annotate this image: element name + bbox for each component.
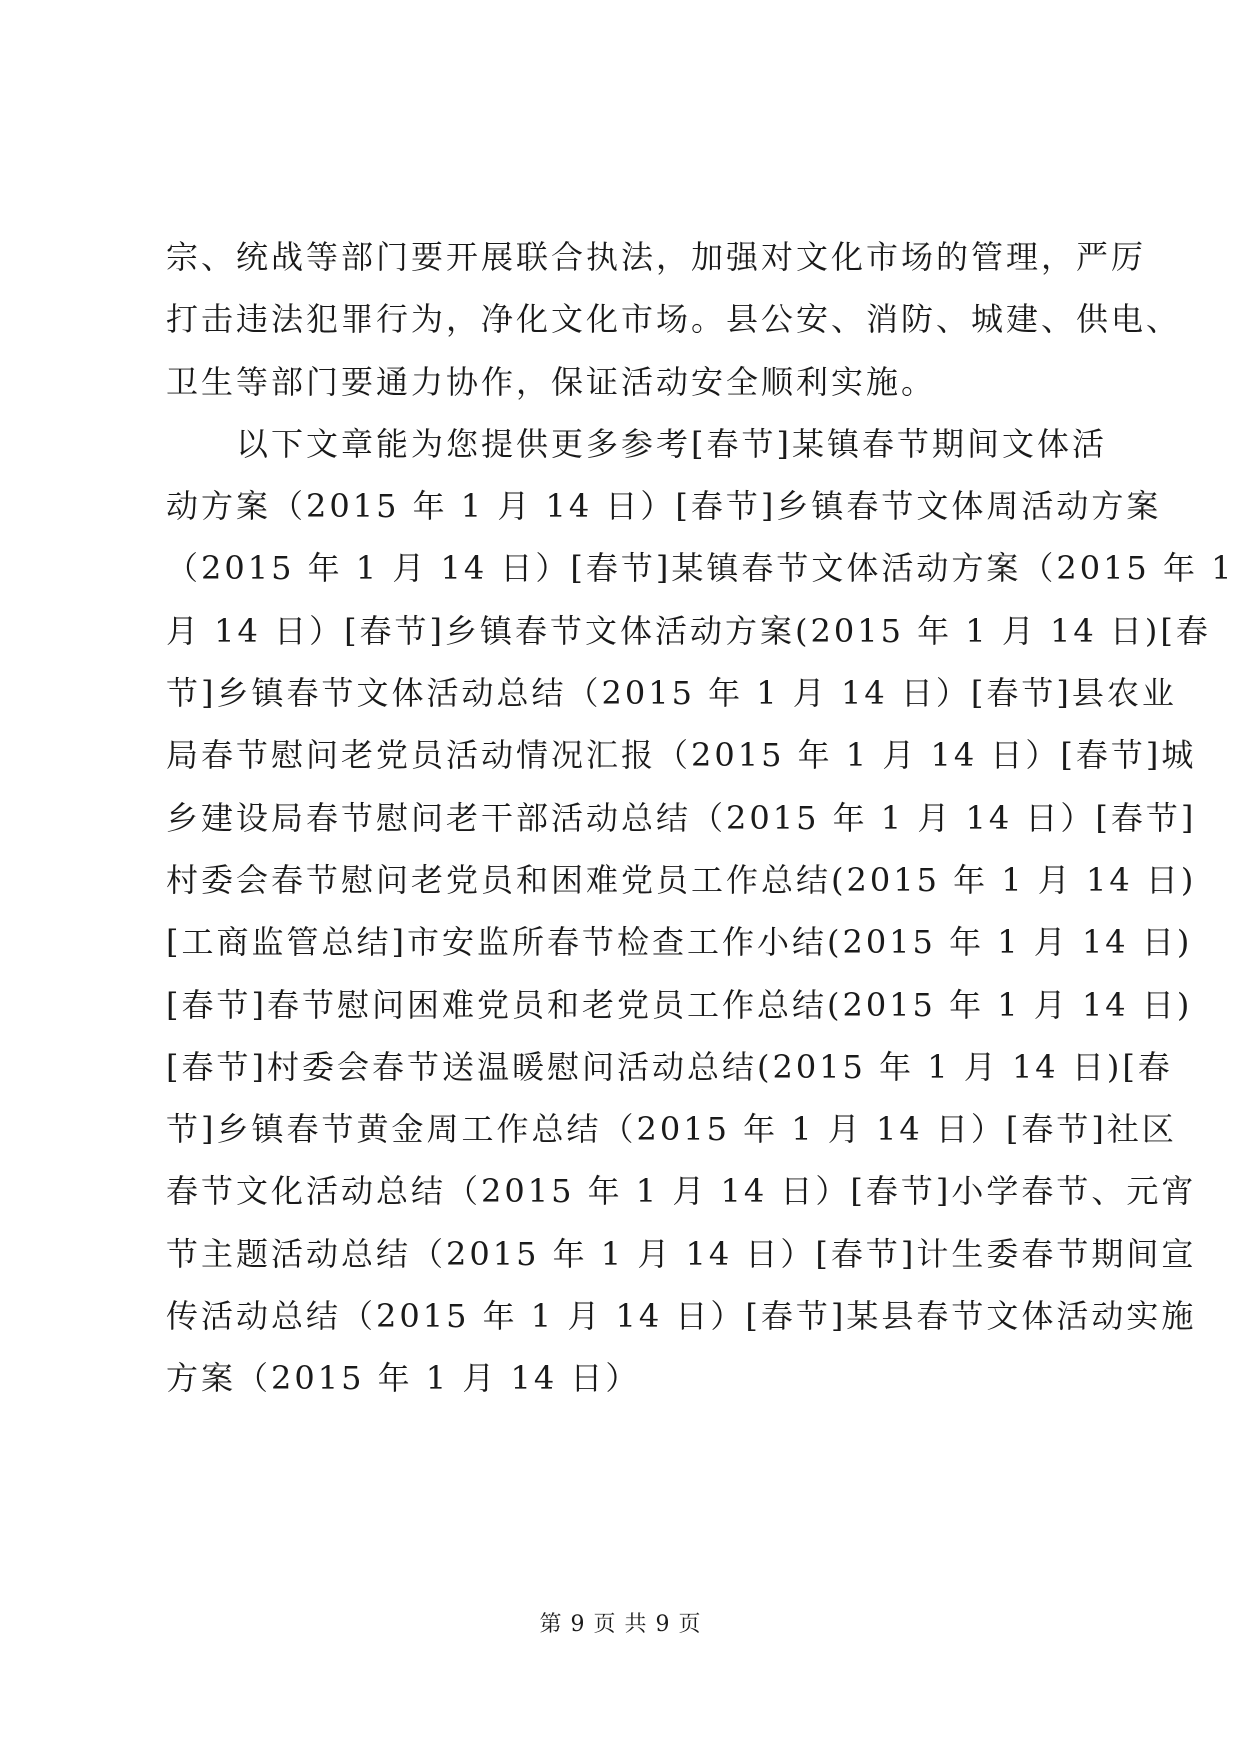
page-number-footer: 第 9 页 共 9 页	[539, 1612, 702, 1637]
text-line: 月 14 日）[春节]乡镇春节文体活动方案(2015 年 1 月 14 日)[春	[166, 611, 1211, 650]
text-line: 打击违法犯罪行为，净化文化市场。县公安、消防、城建、供电、	[166, 300, 1182, 339]
text-line: 节主题活动总结（2015 年 1 月 14 日）[春节]计生委春节期间宣	[166, 1234, 1197, 1273]
text-line: 传活动总结（2015 年 1 月 14 日）[春节]某县春节文体活动实施	[166, 1297, 1197, 1336]
text-line: [春节]春节慰问困难党员和老党员工作总结(2015 年 1 月 14 日)	[166, 985, 1193, 1024]
body-text	[166, 226, 1235, 1410]
text-line: 局春节慰问老党员活动情况汇报（2015 年 1 月 14 日）[春节]城	[166, 736, 1197, 775]
text-line: 动方案（2015 年 1 月 14 日）[春节]乡镇春节文体周活动方案	[166, 487, 1162, 526]
text-line: 宗、统战等部门要开展联合执法，加强对文化市场的管理，严厉	[166, 238, 1147, 276]
text-line: 卫生等部门要通力协作，保证活动安全顺利实施。	[166, 362, 937, 401]
text-line: 春节文化活动总结（2015 年 1 月 14 日）[春节]小学春节、元宵	[166, 1172, 1197, 1211]
text-line: 节]乡镇春节黄金周工作总结（2015 年 1 月 14 日）[春节]社区	[166, 1110, 1177, 1149]
text-line: 以下文章能为您提供更多参考[春节]某镇春节期间文体活	[166, 424, 1107, 463]
text-line: [春节]村委会春节送温暖慰问活动总结(2015 年 1 月 14 日)[春	[166, 1047, 1173, 1086]
text-line: 方案（2015 年 1 月 14 日）	[166, 1359, 641, 1398]
text-line: 村委会春节慰问老党员和困难党员工作总结(2015 年 1 月 14 日)	[166, 860, 1197, 899]
text-line: 乡建设局春节慰问老干部活动总结（2015 年 1 月 14 日）[春节]	[166, 798, 1197, 837]
text-line: [工商监管总结]市安监所春节检查工作小结(2015 年 1 月 14 日)	[166, 923, 1193, 962]
text-line: （2015 年 1 月 14 日）[春节]某镇春节文体活动方案（2015 年 1	[166, 549, 1235, 588]
text-line: 节]乡镇春节文体活动总结（2015 年 1 月 14 日）[春节]县农业	[166, 674, 1177, 713]
